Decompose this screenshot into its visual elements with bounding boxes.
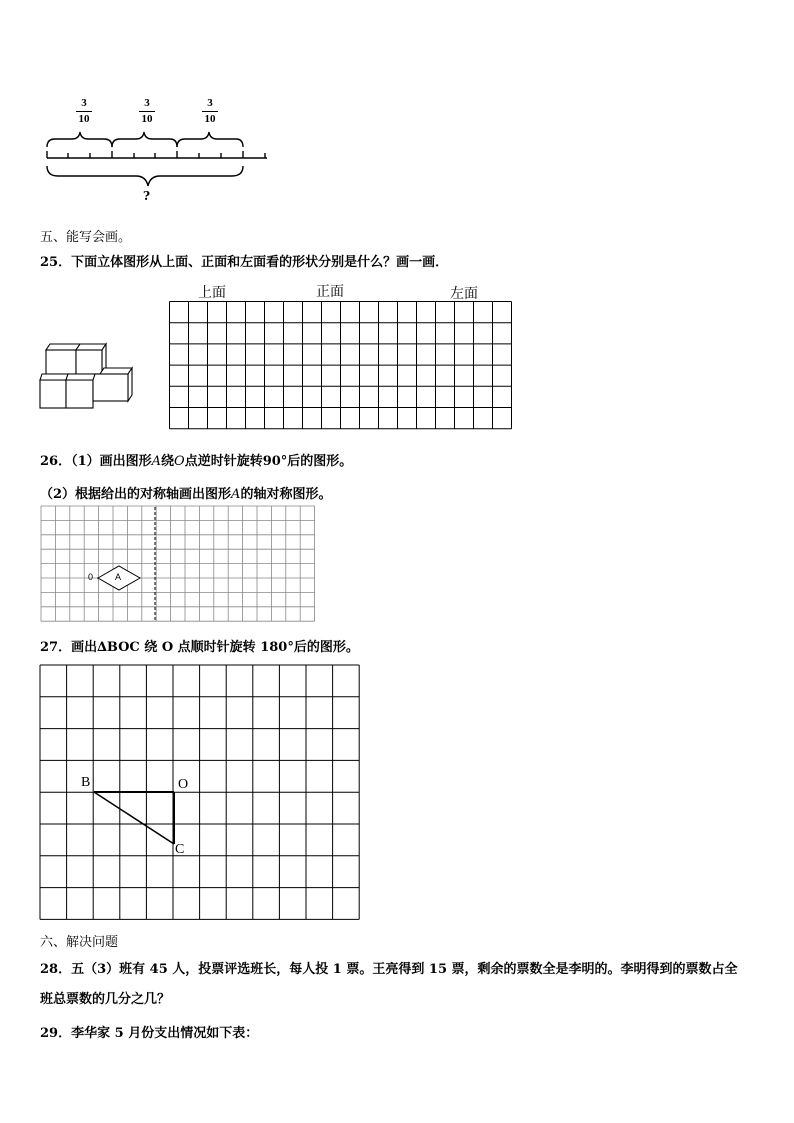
point-b-label: B bbox=[81, 775, 91, 790]
point-c-label: C bbox=[175, 842, 185, 857]
cube-solid-figure bbox=[38, 340, 138, 410]
point-o-label-27: O bbox=[178, 777, 189, 792]
q27-text: 27．画出∆BOC 绕 O 点顺时针旋转 180°后的图形。 bbox=[40, 640, 359, 655]
question-mark: ? bbox=[143, 189, 151, 203]
q28-line2: 班总票数的几分之几？ bbox=[40, 992, 171, 1007]
number-line-diagram bbox=[0, 0, 794, 210]
q25-label-front: 正面 bbox=[316, 283, 344, 299]
fraction-1: 3 10 bbox=[74, 97, 94, 126]
triangle-boc bbox=[94, 792, 174, 844]
q26-part2: （2）根据给出的对称轴画出图形A的轴对称图形。 bbox=[40, 487, 332, 502]
q26-drawing-grid[interactable] bbox=[40, 505, 315, 623]
q28-line1: 28．五（3）班有 45 人，投票评选班长，每人投 1 票。王亮得到 15 票，剩余的票数全是李明的。李明得到的票数占全 bbox=[40, 962, 738, 977]
q25-label-top: 上面 bbox=[198, 284, 226, 300]
point-o-label: 0 bbox=[88, 572, 94, 582]
fraction-2: 3 10 bbox=[137, 97, 157, 126]
q25-text: 25．下面立体图形从上面、正面和左面看的形状分别是什么？画一画． bbox=[40, 255, 449, 270]
shape-a-label: A bbox=[115, 572, 122, 582]
q27-drawing-grid[interactable] bbox=[39, 664, 364, 924]
q26-part1: 26．（1）画出图形A绕O点逆时针旋转90°后的图形。 bbox=[40, 454, 353, 469]
section-5-title: 五、能写会画。 bbox=[40, 230, 132, 245]
fraction-3: 3 10 bbox=[200, 97, 220, 126]
q25-drawing-grid[interactable] bbox=[169, 301, 514, 431]
q25-label-left: 左面 bbox=[450, 285, 478, 301]
q29-text: 29．李华家 5 月份支出情况如下表： bbox=[40, 1026, 259, 1041]
section-6-title: 六、解决问题 bbox=[40, 935, 119, 950]
